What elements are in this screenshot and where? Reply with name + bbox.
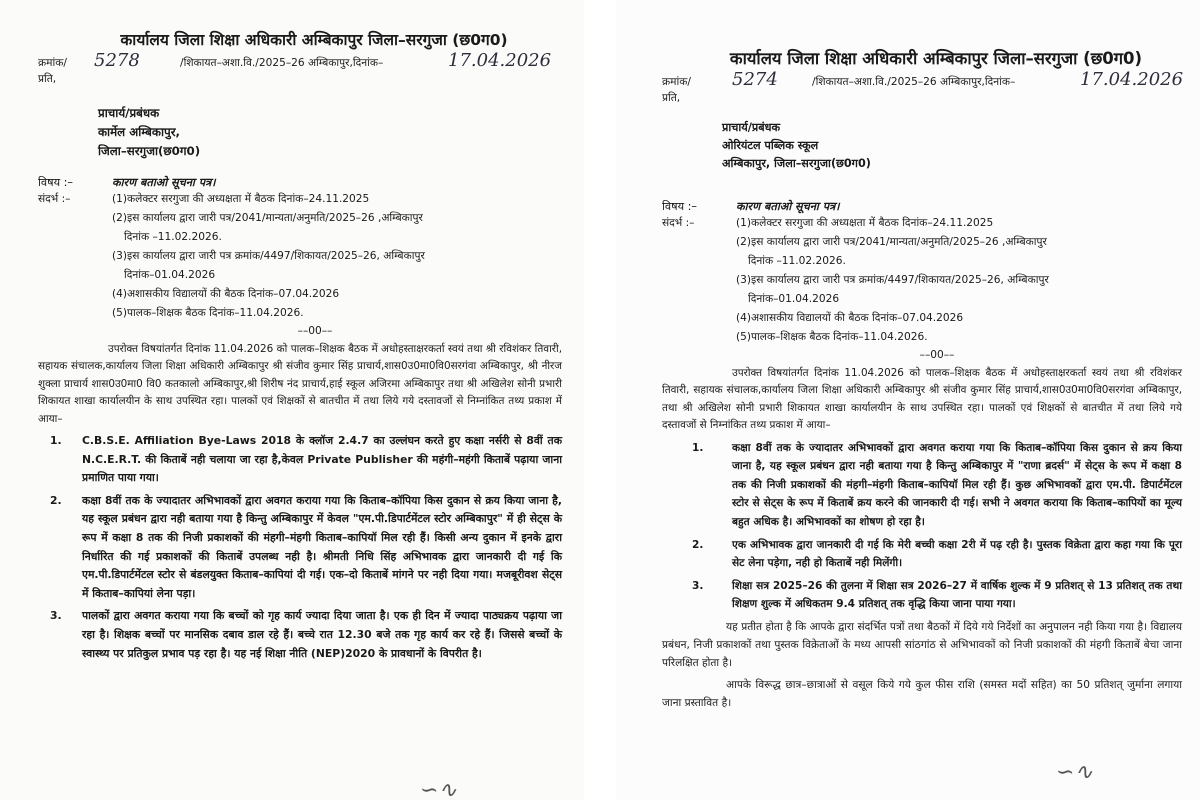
- reference-item: (3)इस कार्यालय द्वारा जारी पत्र क्रमांक/4497/शिकायत/2025–26, अम्बिकापुर दिनांक–01.04.2026: [736, 274, 1049, 305]
- separator: ––00––: [919, 349, 955, 361]
- reference-item: (1)कलेक्टर सरगुजा की अध्यक्षता में बैठक दिनांक–24.11.2025: [736, 217, 994, 229]
- reference-line: [662, 71, 1182, 95]
- address-line: ओरियंटल पब्लिक स्कूल: [722, 139, 819, 152]
- date-handwritten: 17.04.2026: [1080, 69, 1184, 90]
- ref-middle-text: /शिकायत–अशा.वि./2025–26 अम्बिकापुर,दिनांक–: [180, 57, 384, 69]
- reference-item: (2)इस कार्यालय द्वारा जारी पत्र/2041/मान्यता/अनुमति/2025–26 ,अम्बिकापुर दिनांक –11.02.2026.: [736, 236, 1047, 267]
- recipient-address: [722, 119, 1182, 173]
- sandarbh-label: संदर्भ :–: [662, 217, 695, 229]
- subject-text: कारण बताओ सूचना पत्र।: [736, 200, 840, 213]
- subject-line: [38, 175, 562, 190]
- reference-item: (1)कलेक्टर सरगुजा की अध्यक्षता में बैठक दिनांक–24.11.2025: [112, 193, 370, 205]
- letter-left: [0, 0, 584, 800]
- findings-list: [38, 432, 562, 663]
- letter-right: [616, 0, 1200, 800]
- prati-label: प्रति,: [38, 73, 57, 85]
- intro-paragraph: उपरोक्त विषयांतर्गत दिनांक 11.04.2026 को पालक–शिक्षक बैठक में अधोहस्ताक्षरकर्ता स्वयं तथा श्री रविशंकर तिवारी, सहायक संचालक,कार्यालय जिला शिक्षा अधिकारी अम्बिकापुर श्री संजीव कुमार सिंह प्राचार्य,शास0उ0मा0वि0सरगंवा अम्बिकापुर, श्री नीरज शुक्ला प्राचार्य शास0उ0मा0 वि0 कतकालो अम्बिकापुर,श्री शिरीष नंद प्राचार्य,हाई स्कूल अजिरमा अम्बिकापुर तथा श्री अखिलेश सोनी प्रभारी शिकायत शाखा कार्यालयीन के साथ उपस्थित रहा। पालकों एवं शिक्षकों से बातचीत में तथा लिये गये दस्तावजों से निम्नांकित तथ्य प्रकाश में आया–: [38, 343, 562, 425]
- page-gap: [584, 0, 616, 800]
- intro-paragraph: उपरोक्त विषयांतर्गत दिनांक 11.04.2026 को पालक–शिक्षक बैठक में अधोहस्ताक्षरकर्ता स्वयं तथा श्री रविशंकर तिवारी, सहायक संचालक,कार्यालय जिला शिक्षा अधिकारी अम्बिकापुर श्री संजीव कुमार सिंह प्राचार्य,शास0उ0मा0वि0सरगंवा अम्बिकापुर, तथा श्री अखिलेश सोनी प्रभारी शिकायत शाखा कार्यालयीन के साथ उपस्थित रहा। पालकों एवं शिक्षकों से बातचीत में तथा लिये गये दस्तावजों से निम्नांकित तथ्य प्रकाश में आया–: [662, 367, 1182, 432]
- finding-item: 1. कक्षा 8वीं तक के ज्यादातर अभिभावकों द्वारा अवगत कराया गया कि किताब–कॉपिया किस दुकान से क्रय किया जाना है, यह स्कूल प्रबंधन द्वारा नही बताया गया है किन्तु अम्बिकापुर में "राणा ब्रदर्स" में सेट्स के रूप में कक्षा 8 तक की निजी प्रकाशकों की मंहगी–मंहगी किताब–कापियॉ मिल रही हैं। कुछ अभिभावकों द्वारा एम.पी. डिपार्टमेंटल स्टोर से सेट्स के रूप में किताबें क्रय करने की जानकारी दी गई। सभी ने अवगत कराया कि किताब–कापियों का मूल्य बहुत अधिक है। अभिभावकों का शोषण हो रहा है।: [692, 441, 1182, 528]
- references-block: [38, 190, 562, 323]
- subject-label: विषय :–: [38, 176, 73, 189]
- reference-item: (3)इस कार्यालय द्वारा जारी पत्र क्रमांक/4497/शिकायत/2025–26, अम्बिकापुर दिनांक–01.04.2026: [112, 250, 425, 281]
- prati-label: प्रति,: [662, 92, 681, 104]
- kramank-handwritten: 5278: [94, 50, 140, 71]
- reference-item: (4)अशासकीय विद्यालयों की बैठक दिनांक–07.04.2026: [736, 312, 964, 324]
- office-title: कार्यालय जिला शिक्षा अधिकारी अम्बिकापुर जिला–सरगुजा (छ0ग0): [729, 49, 1143, 68]
- kramank-label: क्रमांक/: [662, 76, 691, 88]
- finding-item: 1. C.B.S.E. Affiliation Bye-Laws 2018 के क्लॉज 2.4.7 का उल्लंघन करते हुए कक्षा नर्सरी से 8वीं तक N.C.E.R.T. की किताबें नही चलाया जा रहा है,केवल Private Publisher की महंगी–महंगी किताबें पढ़ाया जाना प्रमाणित पाया गया।: [50, 434, 562, 485]
- finding-item: 2. कक्षा 8वीं तक के ज्यादातर अभिभावकों द्वारा अवगत कराया गया कि किताब–कॉपिया किस दुकान से क्रय किया जाना है, यह स्कूल प्रबंधन द्वारा नही बताया गया है किन्तु अम्बिकापुर में केवल "एम.पी.डिपार्टमेंटल स्टोर अम्बिकापुर" में ही सेट्स के रूप में कक्षा 8 तक की निजी प्रकाशकों की मंहगी–मंहगी किताब–कापियॉ मिल रही हैं। किसी अन्य दुकान में इनके द्वारा निर्धारित की गई प्रकाशकों की किताबें उपलब्ध नही है। श्रीमती निधि सिंह अभिभावक द्वारा जानकारी दी गई कि एम.पी.डिपार्टमेंटल स्टोर से बंडलयुक्त किताब–कापियां दी गई। एक–दो किताबें मांगने पर नही दिया गया। मजबूरीवश सेट्स में किताब–कापियां लेना पड़ा।: [50, 493, 562, 600]
- office-title: कार्यालय जिला शिक्षा अधिकारी अम्बिकापुर जिला–सरगुजा (छ0ग0): [120, 31, 508, 49]
- sandarbh-label: संदर्भ :–: [38, 193, 71, 205]
- findings-list: [662, 439, 1182, 614]
- separator: ––00––: [297, 325, 333, 337]
- subject-text: कारण बताओ सूचना पत्र।: [112, 176, 216, 189]
- address-line: प्राचार्य/प्रबंधक: [722, 121, 781, 134]
- closing-paragraph: आपके विरूद्ध छात्र–छात्राओं से वसूल किये गये कुल फीस राशि (समस्त मदों सहित) का 50 प्रतिशत् जुर्माना लगाया जाना प्रस्तावित है।: [662, 678, 1182, 709]
- finding-item: 3. शिक्षा सत्र 2025–26 की तुलना में शिक्षा सत्र 2026–27 में वार्षिक शुल्क में 9 प्रतिशत् से 13 प्रतिशत् तक तथा शिक्षण शुल्क में अधिकतम 9.4 प्रतिशत् तक वृद्धि किया जाना पाया गया।: [692, 579, 1182, 611]
- address-line: प्राचार्य/प्रबंधक: [98, 106, 160, 120]
- ref-middle-text: /शिकायत–अशा.वि./2025–26 अम्बिकापुर,दिनांक–: [812, 76, 1016, 88]
- reference-item: (2)इस कार्यालय द्वारा जारी पत्र/2041/मान्यता/अनुमति/2025–26 ,अम्बिकापुर दिनांक –11.02.2026.: [112, 212, 423, 243]
- subject-line: [662, 199, 1182, 214]
- kramank-label: क्रमांक/: [38, 57, 67, 69]
- finding-item: 2. एक अभिभावक द्वारा जानकारी दी गई कि मेरी बच्ची कक्षा 2री में पढ़ रही है। पुस्तक विक्रेता द्वारा कहा गया कि पूरा सेट लेना पड़ेगा, नही हो किताबें नही मिलेंगी।: [692, 538, 1182, 570]
- reference-item: (4)अशासकीय विद्यालयों की बैठक दिनांक–07.04.2026: [112, 288, 340, 300]
- address-line: कार्मेल अम्बिकापुर,: [98, 125, 181, 139]
- reference-item: (5)पालक–शिक्षक बैठक दिनांक–11.04.2026.: [112, 307, 304, 319]
- address-line: जिला–सरगुजा(छ0ग0): [98, 144, 201, 158]
- subject-label: विषय :–: [662, 200, 697, 213]
- references-block: [662, 214, 1182, 347]
- signature-scribble: ∽∿: [1056, 760, 1093, 785]
- finding-item: 3. पालकों द्वारा अवगत कराया गया कि बच्चों को गृह कार्य ज्यादा दिया जाता है। एक ही दिन में ज्यादा पाठ्यक्रय पढ़ाया जा रहा है। शिक्षक बच्चों पर मानसिक दबाव डाल रहे हैं। बच्चे रात 12.30 बजे तक गृह कार्य कर रहे हैं। जिससे बच्चों के स्वास्थ्य पर प्रतिकुल प्रभाव पड़ रहा है। यह नई शिक्षा नीति (NEP)2020 के प्रावधानों के विपरीत है।: [50, 609, 562, 660]
- address-line: अम्बिकापुर, जिला–सरगुजा(छ0ग0): [722, 157, 871, 170]
- kramank-handwritten: 5274: [732, 69, 778, 90]
- signature-scribble: ∽∿: [420, 778, 457, 800]
- reference-item: (5)पालक–शिक्षक बैठक दिनांक–11.04.2026.: [736, 331, 928, 343]
- date-handwritten: 17.04.2026: [448, 50, 552, 71]
- reference-line: [38, 52, 562, 76]
- closing-paragraph: यह प्रतीत होता है कि आपके द्वारा संदर्भित पत्रों तथा बैठकों में दिये गये निर्देशों का अनुपालन नही किया गया है। विद्यालय प्रबंधन, निजी प्रकाशकों तथा पुस्तक विक्रेताओं के मध्य आपसी सांठगांठ से अभिभावकों को निजी प्रकाशकों की मंहगी किताबें बेचा जाना परिलक्षित होता है।: [662, 620, 1182, 669]
- recipient-address: [98, 104, 562, 161]
